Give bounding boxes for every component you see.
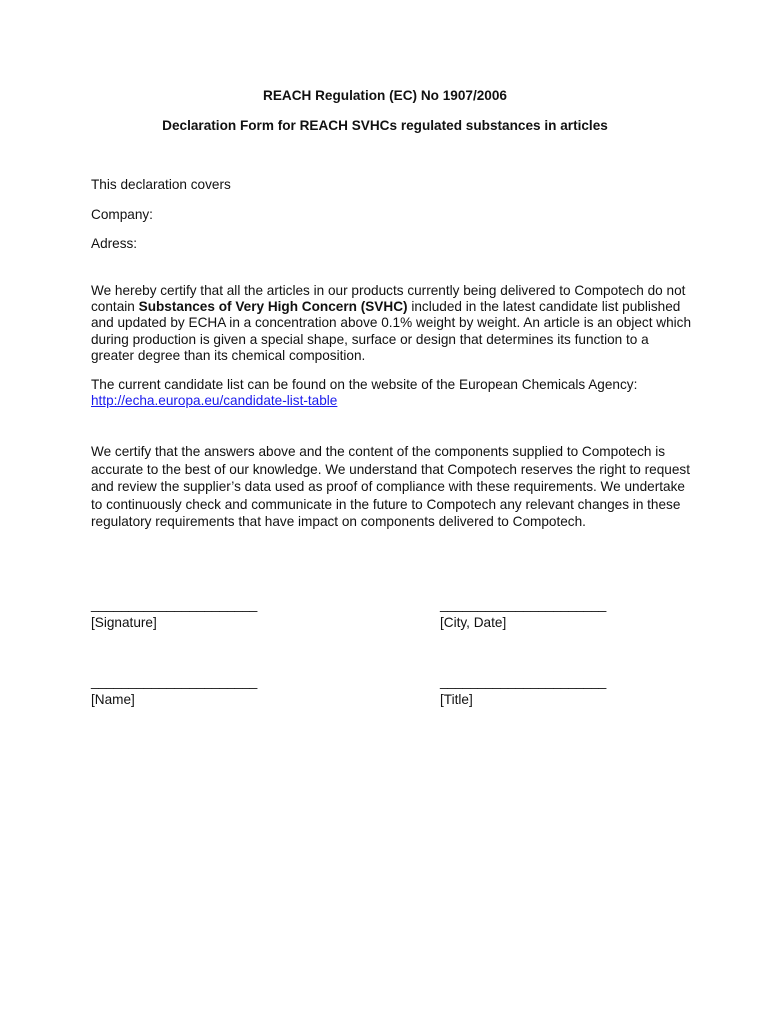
accuracy-statement: We certify that the answers above and the content of the components supplied to Compotech is accurate to the best of our knowledge. We understand that Compotech reserves the right to request and review the supplier’s data used as proof of compliance with these requirements. We undertake to continuously check and communicate in the future to Compotech any relevant changes in these regulatory requirements that have impact on components delivered to Compotech. [91, 444, 690, 530]
candidate-list-intro: The current candidate list can be found on the website of the European Chemicals Agency: [91, 377, 638, 392]
name-line: ______________________ [91, 674, 258, 689]
form-title: Declaration Form for REACH SVHCs regulated substances in articles [162, 118, 608, 133]
declaration-covers-label: This declaration covers [91, 177, 231, 192]
svhc-term: Substances of Very High Concern (SVHC) [138, 299, 408, 315]
address-label: Adress: [91, 236, 138, 251]
city-date-line: ______________________ [440, 597, 607, 612]
title-label: [Title] [440, 692, 473, 707]
name-label: [Name] [91, 692, 135, 707]
city-date-label: [City, Date] [440, 615, 507, 630]
certification-text-2: included in the latest candidate list published and updated by ECHA in a concentration above 0.1% weight by weight. An article is an object which during production is given a special shape, surface or design that determines its function to a greater degree than its chemical composition. [91, 299, 692, 363]
signature-line: ______________________ [91, 597, 258, 612]
echa-candidate-list-link[interactable]: http://echa.europa.eu/candidate-list-table [91, 393, 338, 409]
regulation-title: REACH Regulation (EC) No 1907/2006 [263, 88, 507, 103]
signature-label: [Signature] [91, 615, 157, 630]
candidate-list-paragraph [91, 377, 691, 409]
title-line: ______________________ [440, 674, 607, 689]
company-label: Company: [91, 207, 153, 222]
certification-paragraph [91, 283, 691, 364]
certification-text-1: We hereby certify that all the articles in our products currently being delivered to Compotech do not contain [91, 283, 686, 315]
